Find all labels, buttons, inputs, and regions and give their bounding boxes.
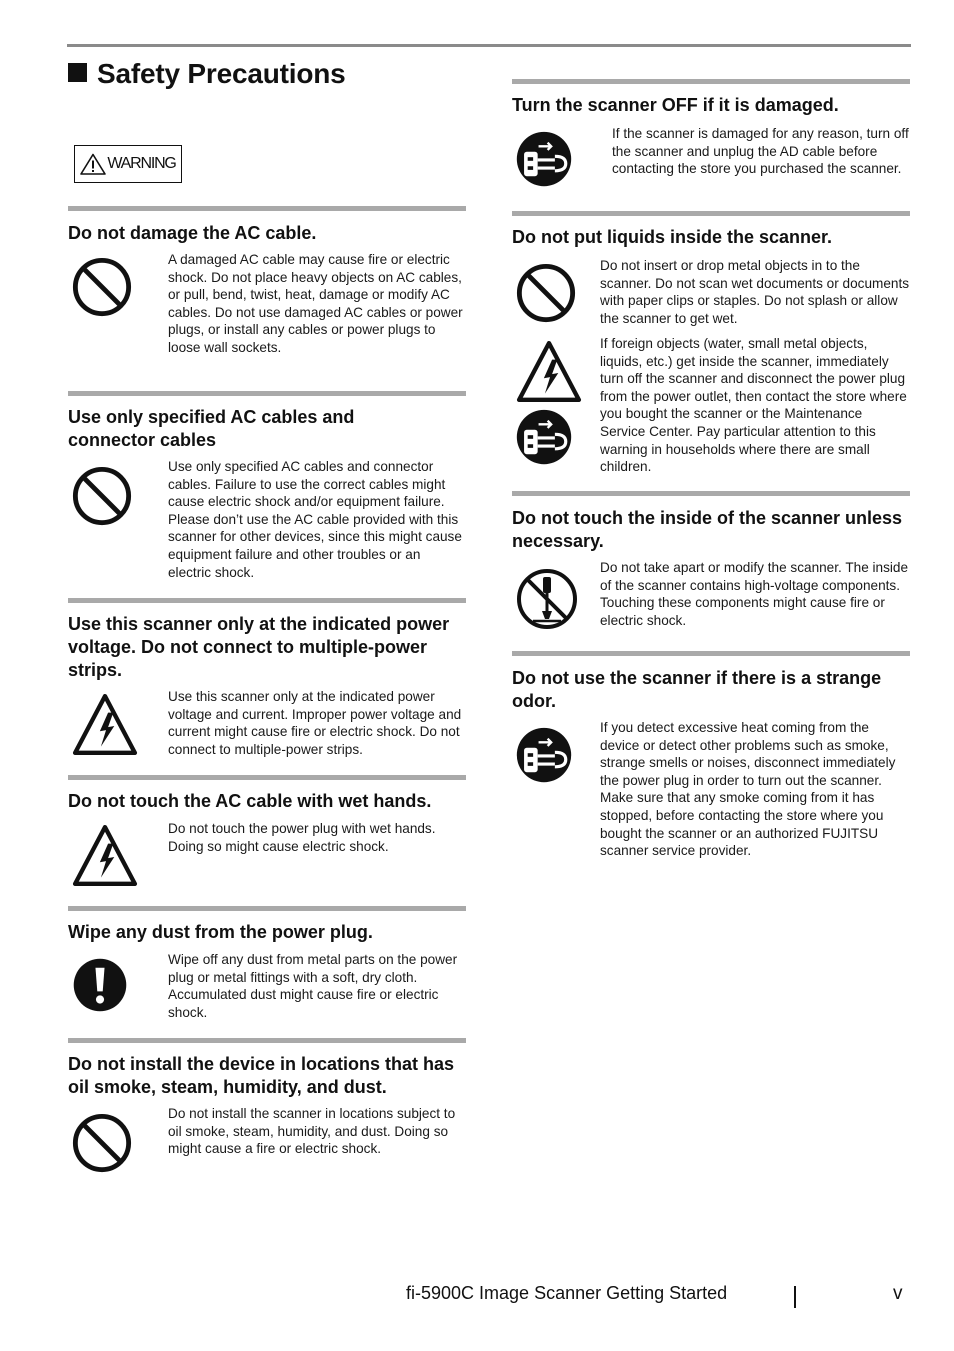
warning-label-text: WARNING: [107, 155, 176, 172]
warning-label: [74, 145, 182, 183]
section-divider: [512, 491, 910, 496]
unplug-icon: [515, 726, 573, 784]
footer-separator: [794, 1286, 796, 1308]
section-divider: [68, 775, 466, 780]
section-body-foreign-objects: If foreign objects (water, small metal objects, liquids, etc.) get inside the scanner, immediately turn off the scanner and disconnect the power plug from the power outlet, then contact the store where you bought the scanner or the Maintenance Service Center. Pay particular attention to this warning in households where there are small children.: [600, 336, 907, 475]
section-heading: Do not put liquids inside the scanner.: [512, 227, 833, 247]
section-body: Do not install the scanner in locations subject to oil smoke, steam, humidity, and dust. Doing so might cause a fire or electric shock.: [168, 1106, 456, 1157]
mandatory-action-icon: [71, 956, 129, 1014]
section-divider: [68, 906, 466, 911]
prohibition-icon: [71, 465, 133, 527]
prohibition-icon: [71, 256, 133, 318]
section-heading: Do not install the device in locations that has oil smoke, steam, humidity, and dust.: [68, 1054, 455, 1097]
prohibition-icon: [515, 262, 577, 324]
page-title-text: Safety Precautions: [97, 58, 346, 89]
section-body: Wipe off any dust from metal parts on the power plug or metal fittings with a soft, dry cloth. Accumulated dust might cause fire or electric shock.: [168, 952, 458, 1020]
section-heading: Turn the scanner OFF if it is damaged.: [512, 95, 839, 115]
page-title: [68, 58, 346, 90]
section-body: A damaged AC cable may cause fire or electric shock. Do not place heavy objects on AC cables, or pull, bend, twist, heat, damage or modify AC cables. Do not use damaged AC cables or power plugs, or install any cables or power plugs to loose wall sockets.: [168, 252, 463, 355]
section-body: Do not touch the power plug with wet hands. Doing so might cause electric shock.: [168, 821, 436, 854]
section-heading: Use only specified AC cables and connector cables: [68, 407, 355, 450]
title-square-bullet: [68, 63, 87, 82]
section-heading: Wipe any dust from the power plug.: [68, 922, 373, 942]
section-heading: Do not damage the AC cable.: [68, 223, 317, 243]
footer-document-title: fi-5900C Image Scanner Getting Started: [406, 1283, 728, 1303]
section-divider: [512, 651, 910, 656]
section-body: Do not take apart or modify the scanner. The inside of the scanner contains high-voltage components. Touching these components might cause fire or electric shock.: [600, 560, 909, 628]
section-divider: [512, 79, 910, 84]
section-divider: [68, 206, 466, 211]
section-heading: Do not use the scanner if there is a strange odor.: [512, 668, 882, 711]
section-body: If the scanner is damaged for any reason, turn off the scanner and unplug the AD cable before contacting the store you purchased the scanner.: [612, 126, 909, 177]
prohibition-icon: [71, 1112, 133, 1174]
footer-page-number: v: [893, 1283, 903, 1304]
section-heading: Do not touch the inside of the scanner unless necessary.: [512, 508, 903, 551]
electric-shock-icon: [69, 692, 141, 758]
section-heading: Use this scanner only at the indicated power voltage. Do not connect to multiple-power strips.: [68, 614, 450, 680]
no-disassembly-icon: [515, 567, 579, 631]
warning-triangle-icon: [80, 153, 106, 175]
electric-shock-icon: [513, 339, 585, 405]
section-divider: [68, 391, 466, 396]
unplug-icon: [515, 130, 573, 188]
section-divider: [68, 1038, 466, 1043]
section-body: If you detect excessive heat coming from the device or detect other problems such as smoke, strange smells or noises, disconnect immediately the power plug in order to turn out the scanner. Make sure that any smoke coming from it has stopped, before contacting the store where you bought the scanner or an authorized FUJITSU scanner service provider.: [600, 720, 896, 859]
unplug-icon: [515, 408, 573, 466]
section-body: Use only specified AC cables and connector cables. Failure to use the correct cables might cause electric shock and/or equipment failure. Please don’t use the AC cable provided with this scanner for other devices, since this might cause equipment failure and other troubles or an electric shock.: [168, 459, 462, 580]
section-heading: Do not touch the AC cable with wet hands.: [68, 791, 432, 811]
top-rule: [67, 44, 911, 47]
section-divider: [512, 211, 910, 216]
section-body: Use this scanner only at the indicated power voltage and current. Improper power voltage and current might cause fire or electric shock. Do not connect to multiple-power strips.: [168, 689, 462, 757]
electric-shock-icon: [69, 823, 141, 889]
section-body: Do not insert or drop metal objects in to the scanner. Do not scan wet documents or documents with paper clips or staples. Do not splash or allow the scanner to get wet.: [600, 258, 910, 326]
section-divider: [68, 598, 466, 603]
